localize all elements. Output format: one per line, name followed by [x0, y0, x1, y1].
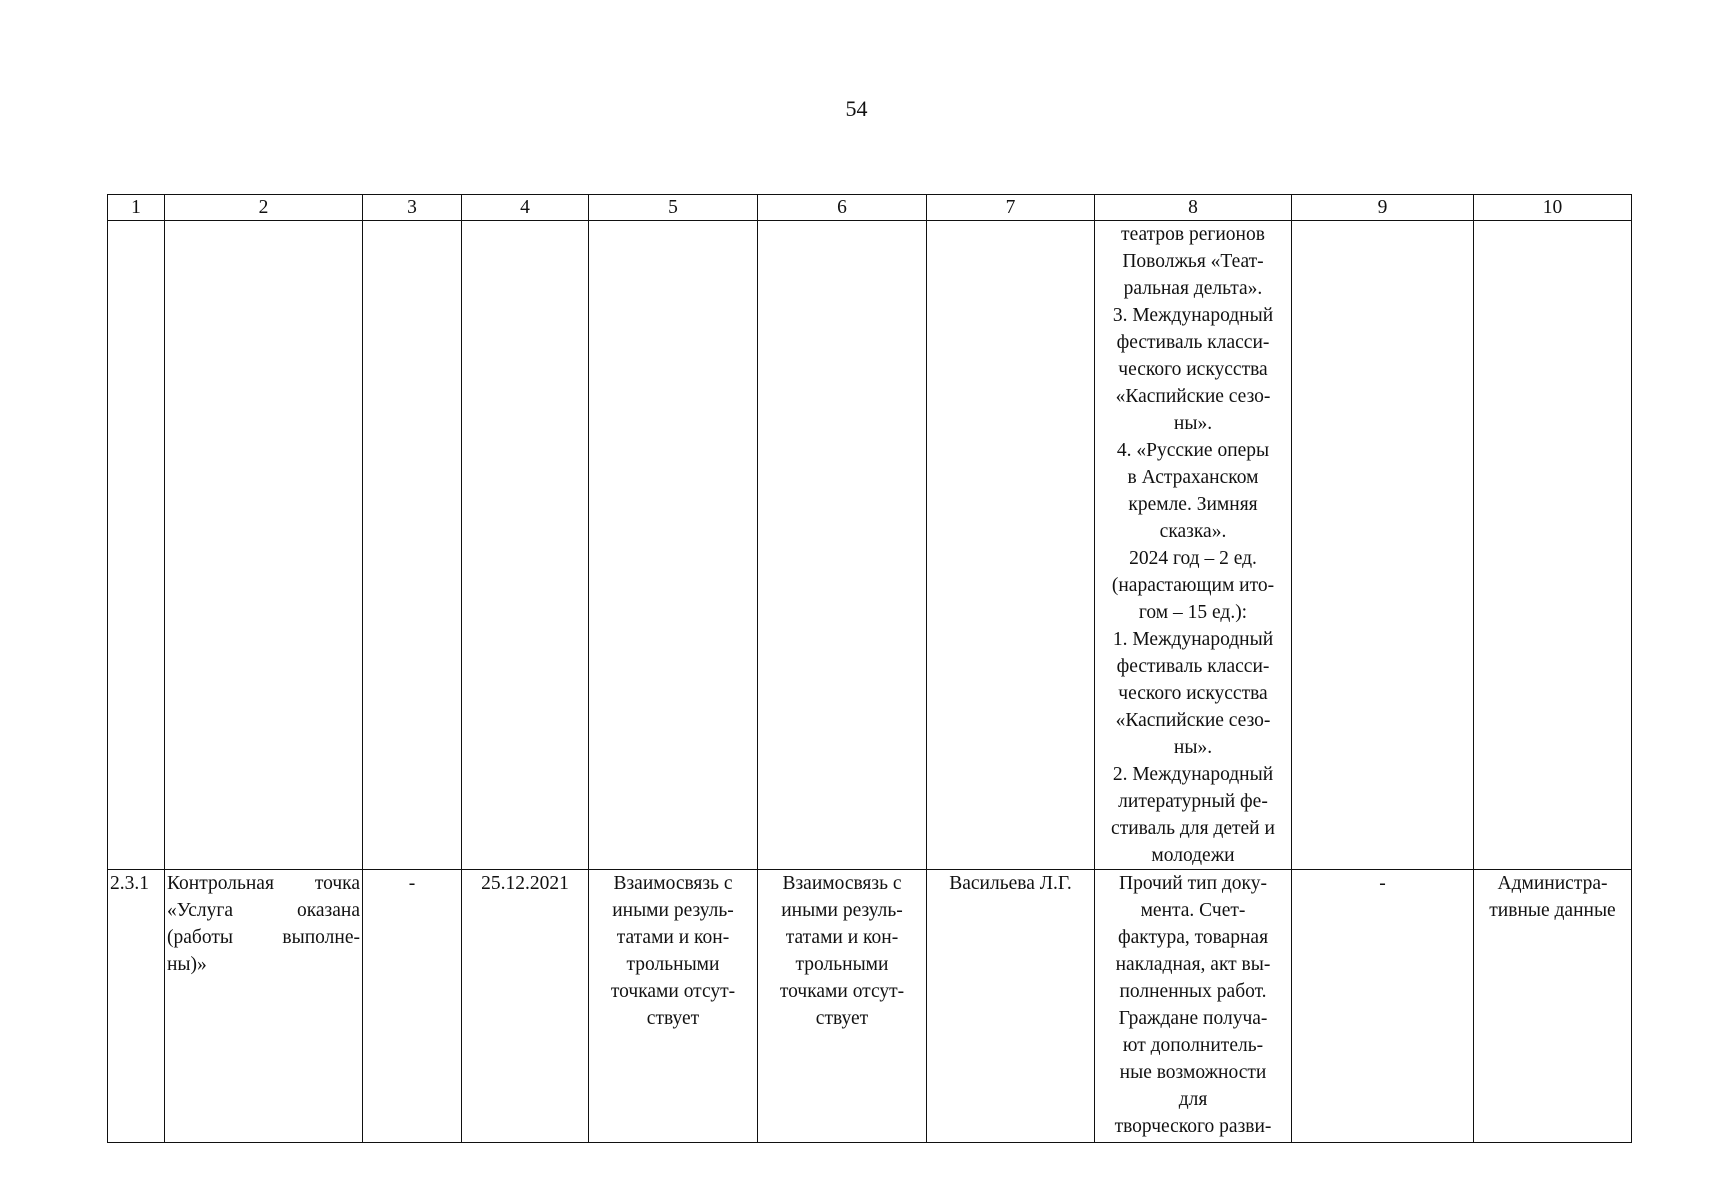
- cell-line: Взаимосвязь с: [782, 873, 902, 894]
- data-table: [107, 194, 1632, 1143]
- column-header-8: 8: [1095, 195, 1292, 221]
- cell-line: ствует: [815, 1008, 869, 1029]
- cell-line: ствует: [646, 1008, 700, 1029]
- cell-line: стиваль для детей и: [1111, 818, 1275, 839]
- cell-line: фестиваль класси-: [1116, 332, 1270, 353]
- cell-line: «Каспийские сезо-: [1115, 710, 1271, 731]
- cell-line: сказка».: [1159, 521, 1227, 542]
- cell-line: татами и кон-: [616, 927, 730, 948]
- cell-line: мента. Счет-: [1140, 900, 1246, 921]
- cell-line: Граждане получа-: [1118, 1008, 1268, 1029]
- cell-relationship-5: [589, 870, 758, 1143]
- cell-continued-10: [1474, 221, 1632, 870]
- cell-line: для: [1178, 1089, 1208, 1110]
- cell-line: татами и кон-: [785, 927, 899, 948]
- cell-line: ют дополнитель-: [1122, 1035, 1264, 1056]
- cell-line: в Астраханском: [1127, 467, 1259, 488]
- cell-continued-5: [589, 221, 758, 870]
- cell-line: ческого искусства: [1118, 683, 1268, 704]
- cell-continued-2: [165, 221, 363, 870]
- cell-data-source: [1474, 870, 1632, 1143]
- column-header-4: 4: [462, 195, 589, 221]
- cell-line: 3. Международный: [1112, 305, 1274, 326]
- cell-line: (нарастающим ито-: [1111, 575, 1275, 596]
- column-header-9: 9: [1292, 195, 1474, 221]
- column-header-1: 1: [108, 195, 165, 221]
- cell-line: 2024 год – 2 ед.: [1129, 548, 1257, 569]
- cell-line: «Каспийские сезо-: [1115, 386, 1271, 407]
- cell-line: фестиваль класси-: [1116, 656, 1270, 677]
- cell-line: Администра-: [1497, 873, 1608, 894]
- cell-line: трольными: [626, 954, 720, 975]
- cell-date: 25.12.2021: [462, 870, 589, 1143]
- cell-line: фактура, товарная: [1117, 927, 1269, 948]
- cell-line: кремле. Зимняя: [1128, 494, 1258, 515]
- cell-line: иными резуль-: [612, 900, 734, 921]
- column-header-3: 3: [363, 195, 462, 221]
- cell-line: ны».: [1173, 413, 1213, 434]
- cell-col-9: -: [1292, 870, 1474, 1143]
- column-header-6: 6: [758, 195, 927, 221]
- cell-line: полненных работ.: [1119, 981, 1267, 1002]
- cell-line: Прочий тип доку-: [1118, 873, 1267, 894]
- cell-line: литературный фе-: [1118, 791, 1268, 812]
- cell-document-type: [1095, 870, 1292, 1143]
- column-header-10: 10: [1474, 195, 1632, 221]
- cell-line: тивные данные: [1489, 900, 1616, 921]
- table-header-row: [108, 195, 1632, 221]
- cell-line: накладная, акт вы-: [1115, 954, 1271, 975]
- cell-line: Взаимосвязь с: [613, 873, 733, 894]
- cell-line: ральная дельта».: [1123, 278, 1263, 299]
- page-number: 54: [845, 96, 868, 121]
- cell-responsible-person: Васильева Л.Г.: [927, 870, 1095, 1143]
- table-row-continued: [108, 221, 1632, 870]
- cell-continued-3: [363, 221, 462, 870]
- cell-line: иными резуль-: [781, 900, 903, 921]
- cell-line: творческого разви-: [1114, 1116, 1272, 1137]
- cell-row-number: 2.3.1: [108, 870, 165, 1143]
- cell-line: ны».: [1173, 737, 1213, 758]
- cell-line: трольными: [795, 954, 889, 975]
- cell-continued-4: [462, 221, 589, 870]
- cell-continued-1: [108, 221, 165, 870]
- column-header-2: 2: [165, 195, 363, 221]
- cell-continued-6: [758, 221, 927, 870]
- cell-line: точками отсут-: [610, 981, 736, 1002]
- cell-continued-7: [927, 221, 1095, 870]
- cell-continued-9: [1292, 221, 1474, 870]
- cell-line: театров регионов: [1121, 224, 1265, 245]
- cell-control-point-name: Контрольная точка «Услуга оказана (работы выполне- ны)»: [165, 870, 363, 1143]
- column-header-7: 7: [927, 195, 1095, 221]
- cell-relationship-6: [758, 870, 927, 1143]
- cell-line: молодежи: [1151, 845, 1235, 866]
- table-row-2-3-1: [108, 870, 1632, 1143]
- cell-col-3: -: [363, 870, 462, 1143]
- column-header-5: 5: [589, 195, 758, 221]
- cell-line: Поволжья «Теат-: [1122, 251, 1264, 272]
- cell-line: ные возможности: [1119, 1062, 1267, 1083]
- cell-line: ческого искусства: [1118, 359, 1268, 380]
- cell-line: 4. «Русские оперы: [1116, 440, 1270, 461]
- cell-line: точками отсут-: [779, 981, 905, 1002]
- cell-continued-8: [1095, 221, 1292, 870]
- cell-line: гом – 15 ед.):: [1138, 602, 1248, 623]
- cell-line: 1. Международный: [1112, 629, 1274, 650]
- cell-line: 2. Международный: [1112, 764, 1274, 785]
